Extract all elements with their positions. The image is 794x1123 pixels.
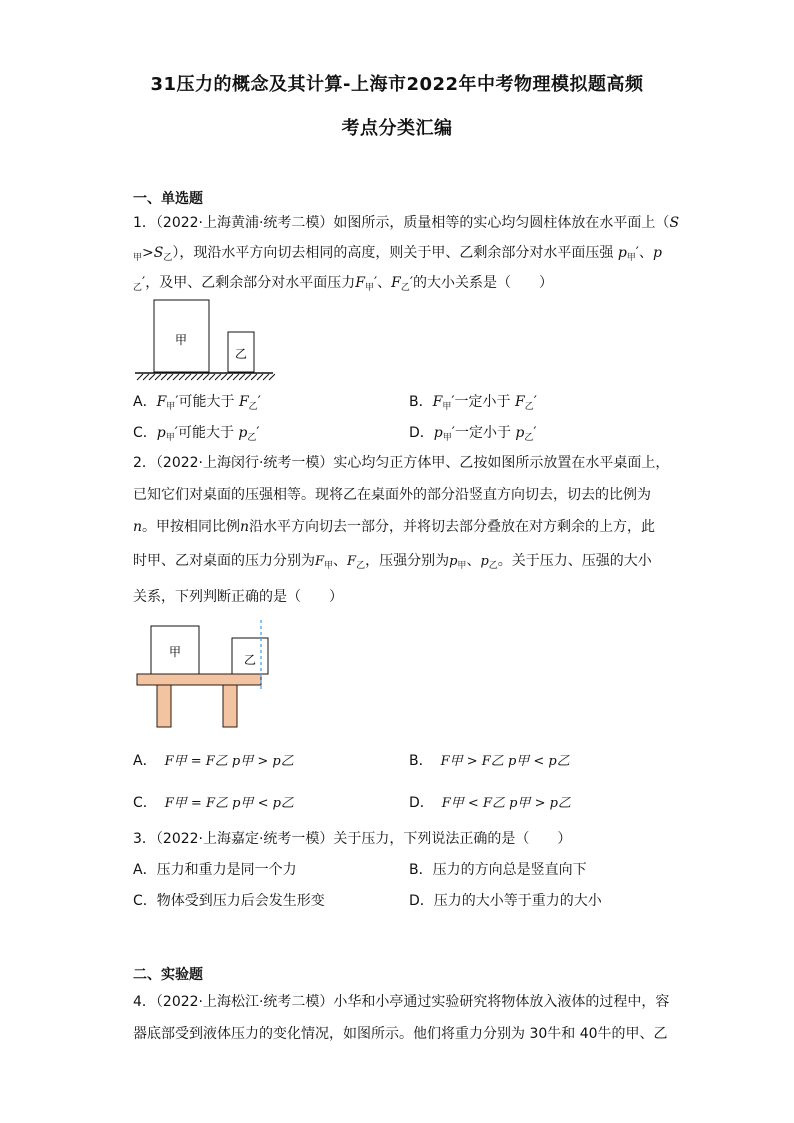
page-title-line2: 考点分类汇编 — [341, 118, 453, 139]
label-yi: 乙 — [243, 653, 257, 667]
section-heading-single-choice: 一、单选题 — [133, 191, 203, 207]
q3-option-c[interactable]: C．物体受到压力后会发生形变 — [133, 893, 325, 909]
q1-line2: $_甲>S_乙$），现沿水平方向切去相同的高度，则关于甲、乙剩余部分对水平面压强 $p_甲'$、p — [133, 245, 662, 263]
q1-option-b[interactable]: B．$F_甲'$一定小于 $F_乙'$ — [409, 394, 537, 412]
label-jia: 甲 — [168, 645, 182, 659]
q2-figure — [133, 618, 273, 730]
q2-option-d[interactable]: D． F甲 < F乙 p甲 > p乙 — [409, 795, 571, 811]
q2-line3: n。甲按相同比例n沿水平方向切去一部分，并将切去部分叠放在对方剩余的上方，此 — [133, 519, 656, 535]
page-title-line1: 31压力的概念及其计算-上海市2022年中考物理模拟题高频 — [150, 74, 644, 95]
hatch-line — [221, 374, 227, 380]
hatch-line — [149, 374, 155, 380]
q2-line2: 已知它们对桌面的压强相等。现将乙在桌面外的部分沿竖直方向切去，切去的比例为 — [133, 487, 651, 503]
q1-figure — [133, 298, 275, 382]
hatch-line — [143, 374, 149, 380]
table-leg-right — [223, 685, 237, 727]
q1-line1: 1．（2022·上海黄浦·统考二模）如图所示，质量相等的实心均匀圆柱体放在水平面上（S — [133, 215, 680, 231]
hatch-line — [167, 374, 173, 380]
q2-line5: 关系，下列判断正确的是（ ） — [133, 589, 343, 605]
q1-option-a[interactable]: A．$F_甲'$可能大于 $F_乙'$ — [133, 394, 261, 412]
hatch-line — [179, 374, 185, 380]
q3-option-d[interactable]: D．压力的大小等于重力的大小 — [409, 893, 602, 909]
label-jia: 甲 — [174, 333, 188, 347]
hatch-line — [197, 374, 203, 380]
hatch-line — [251, 374, 257, 380]
hatch-line — [233, 374, 239, 380]
table-leg-left — [157, 685, 171, 727]
hatch-line — [263, 374, 269, 380]
q2-option-d-formula: F甲 < F乙 p甲 > p乙 — [441, 796, 571, 811]
q1-option-d[interactable]: D．$p_甲'$一定小于 $p_乙'$ — [409, 425, 537, 443]
q2-option-b-formula: F甲 > F乙 p甲 < p乙 — [440, 754, 570, 769]
q2-option-a-formula: F甲 = F乙 p甲 > p乙 — [164, 754, 294, 769]
hatch-line — [137, 374, 143, 380]
q2-line1: 2．（2022·上海闵行·统考一模）实心均匀正方体甲、乙按如图所示放置在水平桌面上， — [133, 455, 670, 471]
q2-option-c[interactable]: C． F甲 = F乙 p甲 < p乙 — [133, 795, 294, 811]
hatch-line — [245, 374, 251, 380]
label-yi: 乙 — [234, 347, 248, 361]
q1-option-c[interactable]: C．$p_甲'$可能大于 $p_乙'$ — [133, 425, 260, 443]
q2-option-a[interactable]: A． F甲 = F乙 p甲 > p乙 — [133, 753, 294, 769]
hatch-line — [161, 374, 167, 380]
hatch-line — [155, 374, 161, 380]
q4-line2: 器底部受到液体压力的变化情况，如图所示。他们将重力分别为 30牛和 40牛的甲、乙 — [133, 1026, 668, 1042]
section-heading-experiment: 二、实验题 — [133, 967, 203, 983]
q2-line4: 时甲、乙对桌面的压力分别为$F_甲$、$F_乙$，压强分别为$p_甲$、$p_乙$。关于压力、压强的大小 — [133, 553, 652, 571]
q2-option-b[interactable]: B． F甲 > F乙 p甲 < p乙 — [409, 753, 570, 769]
q2-option-c-formula: F甲 = F乙 p甲 < p乙 — [164, 796, 294, 811]
hatch-line — [173, 374, 179, 380]
ground-hatch — [137, 374, 275, 380]
hatch-line — [257, 374, 263, 380]
hatch-line — [269, 374, 275, 380]
q4-line1: 4．（2022·上海松江·统考二模）小华和小亭通过实验研究将物体放入液体的过程中，容 — [133, 994, 670, 1010]
hatch-line — [209, 374, 215, 380]
q3-option-b[interactable]: B．压力的方向总是竖直向下 — [409, 862, 587, 878]
hatch-line — [203, 374, 209, 380]
hatch-line — [239, 374, 245, 380]
q3-stem: 3．（2022·上海嘉定·统考一模）关于压力，下列说法正确的是（ ） — [133, 831, 572, 847]
table-top — [137, 674, 261, 685]
q1-line3: $_乙$′，及甲、乙剩余部分对水平面压力$F_甲'$、$F_乙'$的大小关系是（ ） — [133, 275, 554, 293]
q3-option-a[interactable]: A．压力和重力是同一个力 — [133, 862, 297, 878]
hatch-line — [185, 374, 191, 380]
hatch-line — [191, 374, 197, 380]
hatch-line — [215, 374, 221, 380]
hatch-line — [227, 374, 233, 380]
